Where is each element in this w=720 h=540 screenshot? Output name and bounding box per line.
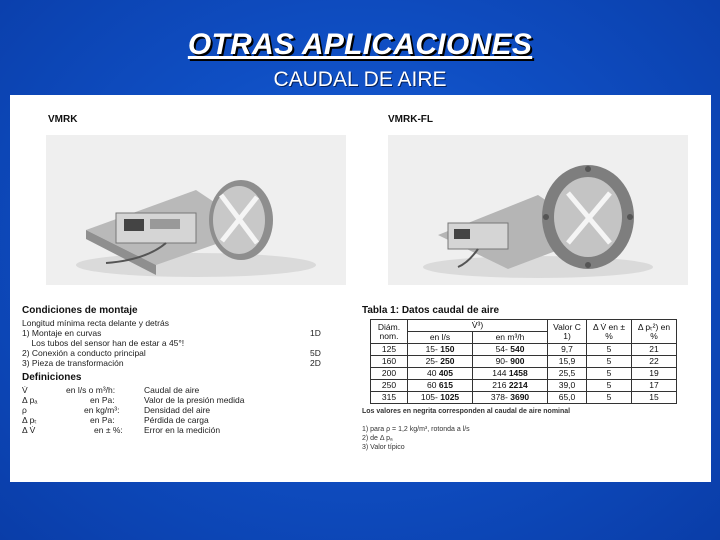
cell-diameter: 200 [371,368,408,380]
table-row [371,380,677,392]
airflow-data-table [370,319,677,404]
product-code-vmrk-fl: VMRK-FL [388,114,433,125]
cell-flow-m3h [473,380,548,392]
cell-c-value: 15,9 [548,356,587,368]
cell-diameter: 125 [371,344,408,356]
definition-symbol: Δ pₜ [22,415,37,425]
definition-symbol: V̇ [22,385,28,395]
table-row [371,356,677,368]
definition-unit: en l/s o m³/h: [66,385,116,395]
cell-flow-m3h-max: 2214 [508,380,528,390]
cell-flow-ls [408,368,473,380]
cell-error: 5 [587,392,632,404]
table-row [371,392,677,404]
cell-flow-m3h-min: 144 [492,368,507,378]
cell-flow-ls-max: 250 [440,356,455,366]
mounting-heading: Condiciones de montaje [22,305,138,316]
cell-flow-m3h [473,356,548,368]
mounting-line: 3) Pieza de transformación [22,358,124,368]
table-note: Los valores en negrita corresponden al caudal de aire nominal [362,408,571,415]
definition-desc: Caudal de aire [144,385,200,395]
vmrk-fl-product-photo [388,135,688,285]
cell-c-value: 39,0 [548,380,587,392]
footnote: 3) Valor típico [362,444,405,451]
cell-flow-ls-min: 40 [426,368,437,378]
cell-pressure-loss: 19 [632,368,677,380]
cell-flow-ls [408,356,473,368]
header-c-value: Valor C 1) [548,320,587,344]
table-title: Tabla 1: Datos caudal de aire [362,305,500,316]
definition-desc: Pérdida de carga [144,415,209,425]
cell-error: 5 [587,344,632,356]
cell-flow-ls-min: 15- [425,344,438,354]
definition-unit: en ± %: [94,425,123,435]
vmrk-fl-damper-drawing [388,135,688,285]
header-flow-m3h: en m³/h [473,332,548,344]
mounting-value: 5D [310,348,321,358]
cell-c-value: 9,7 [548,344,587,356]
mounting-line: Los tubos del sensor han de estar a 45°! [22,338,185,348]
table-row [371,344,677,356]
cell-flow-m3h-min: 378- [490,392,508,402]
cell-diameter: 315 [371,392,408,404]
header-pressure-loss: Δ pₜ²) en % [632,320,677,344]
product-code-vmrk: VMRK [48,114,78,125]
vmrk-product-photo [46,135,346,285]
cell-flow-ls [408,392,473,404]
cell-flow-m3h-max: 540 [510,344,525,354]
definition-symbol: Δ pₐ [22,395,38,405]
mounting-value: 2D [310,358,321,368]
footnote: 2) de Δ pₐ [362,435,393,442]
cell-error: 5 [587,356,632,368]
cell-flow-m3h [473,368,548,380]
vmrk-damper-drawing [46,135,346,285]
cell-diameter: 160 [371,356,408,368]
definition-unit: en Pa: [90,415,115,425]
header-diameter: Diám. nom. [371,320,408,344]
cell-flow-m3h-max: 3690 [510,392,530,402]
cell-flow-m3h-max: 1458 [508,368,528,378]
cell-pressure-loss: 21 [632,344,677,356]
cell-flow-ls [408,344,473,356]
cell-flow-ls-max: 150 [440,344,455,354]
cell-flow-ls-min: 60 [426,380,437,390]
cell-pressure-loss: 22 [632,356,677,368]
cell-flow-ls-max: 405 [438,368,454,378]
slide-title: OTRAS APLICACIONES [187,28,533,61]
definitions-heading: Definiciones [22,372,82,383]
cell-flow-ls-min: 105- [420,392,438,402]
cell-flow-ls [408,380,473,392]
definition-desc: Valor de la presión medida [144,395,245,405]
datasheet-image [10,95,711,482]
cell-pressure-loss: 17 [632,380,677,392]
cell-flow-m3h-max: 900 [510,356,525,366]
cell-flow-m3h-min: 90- [495,356,508,366]
definition-unit: en kg/m³: [84,405,120,415]
cell-flow-m3h [473,392,548,404]
mounting-value: 1D [310,328,321,338]
cell-flow-m3h [473,344,548,356]
cell-error: 5 [587,380,632,392]
cell-flow-ls-min: 25- [425,356,438,366]
mounting-line: Longitud mínima recta delante y detrás [22,318,169,328]
cell-flow-m3h-min: 216 [492,380,507,390]
cell-diameter: 250 [371,380,408,392]
definition-desc: Densidad del aire [144,405,211,415]
mounting-line: 2) Conexión a conducto principal [22,348,146,358]
cell-flow-m3h-min: 54- [495,344,508,354]
slide-subtitle: CAUDAL DE AIRE [273,68,447,91]
mounting-line: 1) Montaje en curvas [22,328,102,338]
cell-flow-ls-max: 615 [438,380,454,390]
header-error: Δ V̇ en ± % [587,320,632,344]
cell-error: 5 [587,368,632,380]
header-flow: V̇³) [408,320,548,332]
definition-desc: Error en la medición [144,425,221,435]
cell-c-value: 65,0 [548,392,587,404]
cell-pressure-loss: 15 [632,392,677,404]
footnote: 1) para ρ = 1,2 kg/m³, rotonda a l/s [362,426,470,433]
cell-c-value: 25,5 [548,368,587,380]
definition-symbol: Δ V̇ [22,425,36,435]
definition-unit: en Pa: [90,395,115,405]
table-row [371,368,677,380]
definition-symbol: ρ [22,405,27,415]
header-flow-ls: en l/s [408,332,473,344]
cell-flow-ls-max: 1025 [440,392,460,402]
